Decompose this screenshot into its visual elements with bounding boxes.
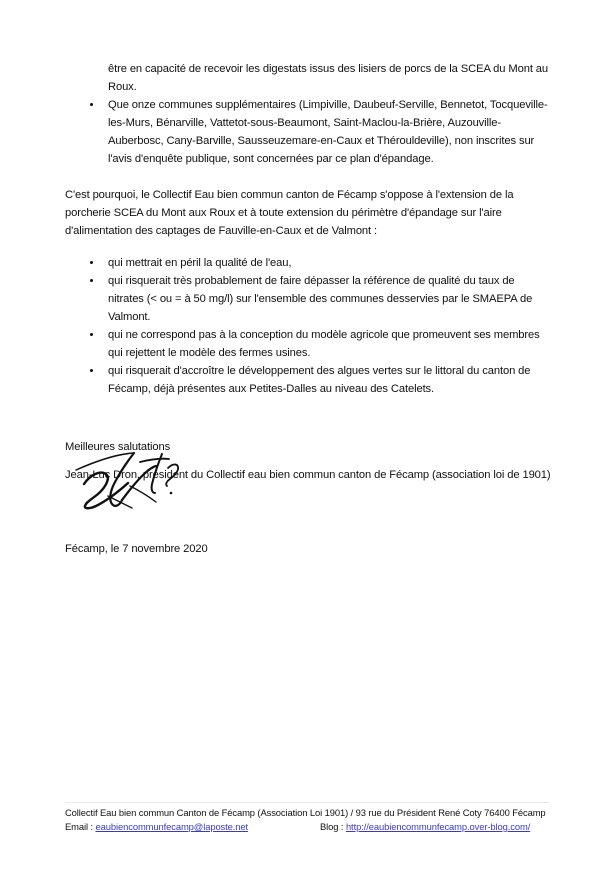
list-item [65,326,551,362]
list-item [65,272,551,326]
footer-organization-line: Collectif Eau bien commun Canton de Fécamp (Association Loi 1901) / 93 rue du Président René Coty 76400 Fécamp [65,807,546,818]
page-footer [65,806,551,834]
communes-bullet-list [65,96,551,168]
signature-icon [72,450,190,514]
footer-blog-link[interactable]: http://eaubiencommunfecamp.over-blog.com/ [345,821,531,832]
bullet-dot-icon [90,279,93,282]
document-body [65,60,551,484]
objections-bullet-list [65,254,551,398]
continuation-paragraph: être en capacité de recevoir les digestats issus des lisiers de porcs de la SCEA du Mont au Roux. [108,63,549,93]
opposition-paragraph: C'est pourquoi, le Collectif Eau bien commun canton de Fécamp s'oppose à l'extension de la porcherie SCEA du Mont aux Roux et à toute extension du périmètre d'épandage sur l'aire d'alimentation des captages de Fauville-en-Caux et de Valmont : [65,189,514,237]
footer-email-label: Email : [65,821,93,832]
closing-salutation: Meilleures salutations [65,441,171,453]
list-item [65,362,551,398]
list-item [65,96,551,168]
list-item [65,254,551,272]
footer-contact-line [65,820,551,834]
list-item-text: qui risquerait très probablement de faire dépasser la référence de qualité du taux de nitrates (< ou = à 50 mg/l) sur l'ensemble des communes desservies par le SMAEPA de Valmont. [108,275,533,323]
list-item-text: Que onze communes supplémentaires (Limpiville, Daubeuf-Serville, Bennetot, Tocqueville-les-Murs, Bénarville, Vattetot-sous-Beaumont, Saint-Maclou-la-Brière, Auzouville-Auberbosc, Cany-Barville, Sausseuzemare-en-Caux et Thérouldeville), non inscrites sur l'avis d'enquête publique, sont concernées par ce plan d'épandage. [108,99,548,165]
signature-image [72,450,192,516]
bullet-dot-icon [90,333,93,336]
footer-blog-group [320,820,530,834]
list-item-text: qui risquerait d'accroître le développement des algues vertes sur le littoral du canton de Fécamp, déjà présentes aux Petites-Dalles au niveau des Catelets. [108,365,531,395]
date-line: Fécamp, le 7 novembre 2020 [65,543,208,555]
footer-email-link[interactable]: eaubiencommunfecamp@laposte.net [95,821,249,832]
bullet-dot-icon [90,103,93,106]
signatory-line: Jean-Luc Dron, président du Collectif eau bien commun canton de Fécamp (association loi de 1901) [65,469,551,481]
list-item-text: qui mettrait en péril la qualité de l'eau, [108,257,292,269]
bullet-dot-icon [90,261,93,264]
footer-divider [65,802,549,803]
footer-blog-label: Blog : [320,821,344,832]
list-item-text: qui ne correspond pas à la conception du modèle agricole que promeuvent ses membres qui rejettent le modèle des fermes usines. [108,329,540,359]
bullet-dot-icon [90,369,93,372]
